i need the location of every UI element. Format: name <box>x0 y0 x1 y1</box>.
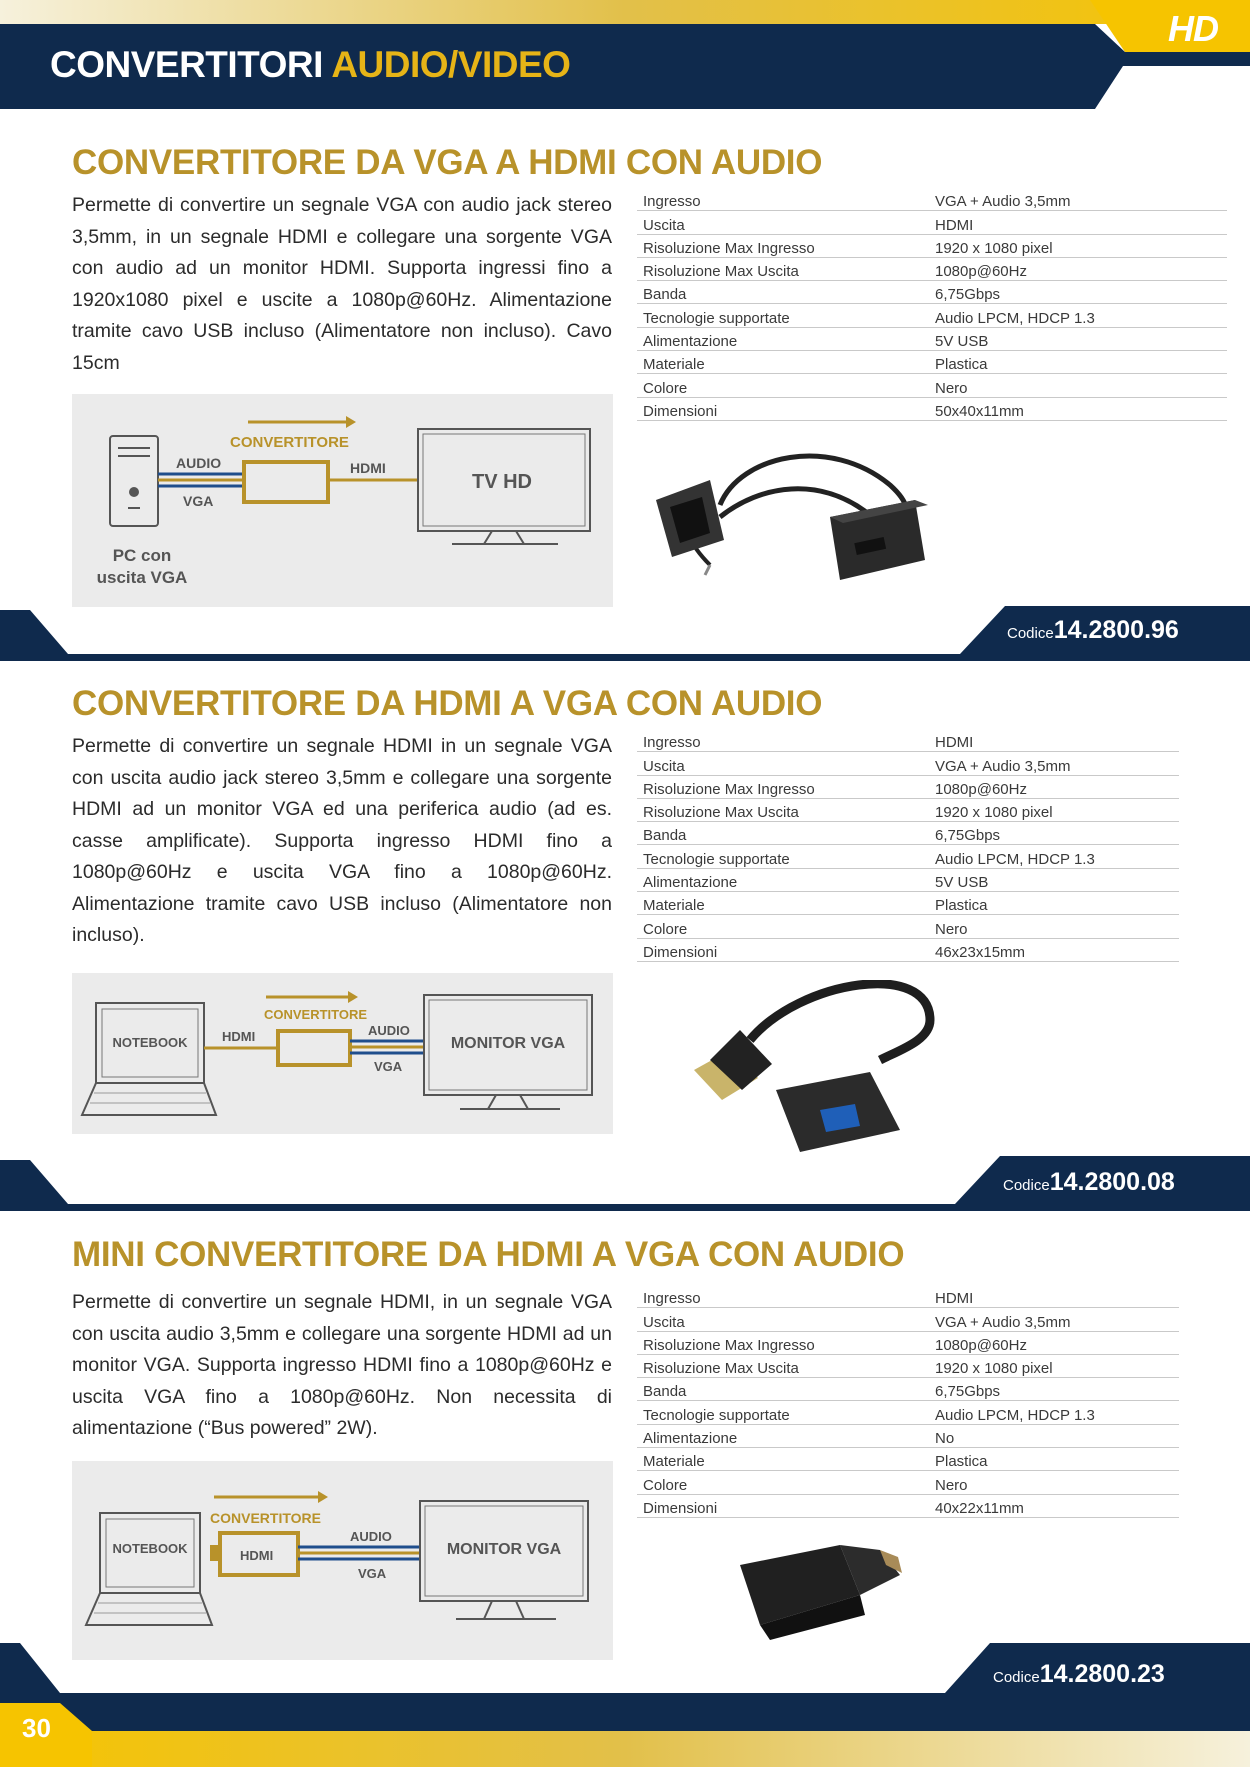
spec-label: Materiale <box>637 1448 929 1471</box>
code-number: 14.2800.96 <box>1053 616 1179 644</box>
spec-row <box>637 1331 1179 1354</box>
spec-value: Audio LPCM, HDCP 1.3 <box>929 304 1227 327</box>
label-vga: VGA <box>183 493 214 509</box>
spec-value: 5V USB <box>929 327 1227 350</box>
label-source-2: uscita VGA <box>96 568 188 587</box>
spec-row <box>637 822 1179 845</box>
spec-label: Banda <box>637 1378 929 1401</box>
spec-label: Risoluzione Max Uscita <box>637 257 929 280</box>
spec-label: Risoluzione Max Uscita <box>637 798 929 821</box>
spec-label: Uscita <box>637 1308 929 1331</box>
spec-label: Tecnologie supportate <box>637 845 929 868</box>
spec-value: VGA + Audio 3,5mm <box>929 188 1227 211</box>
code-label: Codice <box>1003 1177 1050 1194</box>
spec-value: Plastica <box>929 1448 1179 1471</box>
spec-value: 1920 x 1080 pixel <box>929 798 1179 821</box>
spec-label: Alimentazione <box>637 327 929 350</box>
spec-value: Audio LPCM, HDCP 1.3 <box>929 845 1179 868</box>
label-converter: CONVERTITORE <box>264 1007 368 1022</box>
spec-row <box>637 845 1179 868</box>
spec-value: 50x40x11mm <box>929 397 1227 420</box>
spec-label: Alimentazione <box>637 868 929 891</box>
spec-value: Plastica <box>929 351 1227 374</box>
spec-value: Nero <box>929 915 1179 938</box>
spec-table <box>637 188 1227 421</box>
spec-row <box>637 281 1227 304</box>
spec-label: Tecnologie supportate <box>637 304 929 327</box>
spec-label: Dimensioni <box>637 938 929 961</box>
spec-table <box>637 729 1179 962</box>
page-title <box>50 44 570 86</box>
spec-row <box>637 868 1179 891</box>
spec-row <box>637 257 1227 280</box>
label-audio: AUDIO <box>368 1023 410 1038</box>
spec-label: Dimensioni <box>637 1494 929 1517</box>
spec-row <box>637 752 1179 775</box>
spec-row <box>637 1285 1179 1308</box>
notebook-icon <box>82 1003 216 1115</box>
spec-value: 40x22x11mm <box>929 1494 1179 1517</box>
spec-row <box>637 304 1227 327</box>
label-audio: AUDIO <box>350 1529 392 1544</box>
converter-box <box>244 462 328 502</box>
product-description: Permette di convertire un segnale HDMI, in un segnale VGA con uscita audio 3,5mm e collegare una sorgente HDMI ad un monitor VGA. Supporta ingresso HDMI fino a 1080p@60Hz e uscita VGA fino a 1080p@60Hz. Non necessita di alimentazione (“Bus powered” 2W). <box>72 1291 612 1439</box>
code-number: 14.2800.08 <box>1049 1168 1175 1196</box>
spec-row <box>637 1471 1179 1494</box>
spec-row <box>637 775 1179 798</box>
spec-row <box>637 892 1179 915</box>
spec-row <box>637 1401 1179 1424</box>
label-hdmi: HDMI <box>350 460 386 476</box>
spec-value: 6,75Gbps <box>929 281 1227 304</box>
spec-label: Alimentazione <box>637 1424 929 1447</box>
spec-value: 6,75Gbps <box>929 822 1179 845</box>
spec-value: Plastica <box>929 892 1179 915</box>
spec-value: 6,75Gbps <box>929 1378 1179 1401</box>
spec-label: Banda <box>637 822 929 845</box>
title-main: CONVERTITORI <box>50 44 332 85</box>
connection-diagram <box>72 973 613 1134</box>
converter-box <box>278 1031 350 1065</box>
spec-label: Tecnologie supportate <box>637 1401 929 1424</box>
spec-label: Colore <box>637 915 929 938</box>
spec-row <box>637 351 1227 374</box>
monitor-icon <box>420 1501 588 1619</box>
spec-value: VGA + Audio 3,5mm <box>929 752 1179 775</box>
spec-value: VGA + Audio 3,5mm <box>929 1308 1179 1331</box>
spec-label: Risoluzione Max Ingresso <box>637 775 929 798</box>
hd-logo: HD <box>1168 8 1218 49</box>
spec-value: Audio LPCM, HDCP 1.3 <box>929 1401 1179 1424</box>
product-photo <box>650 445 980 605</box>
product-code <box>1007 616 1179 645</box>
label-vga: VGA <box>374 1059 403 1074</box>
product-title: CONVERTITORE DA HDMI A VGA CON AUDIO <box>72 684 823 723</box>
spec-label: Uscita <box>637 752 929 775</box>
label-converter: CONVERTITORE <box>230 434 349 451</box>
label-display: MONITOR VGA <box>446 1541 562 1558</box>
spec-value: No <box>929 1424 1179 1447</box>
label-audio: AUDIO <box>176 455 222 471</box>
product-description: Permette di convertire un segnale VGA con audio jack stereo 3,5mm, in un segnale HDMI e collegare una sorgente VGA con audio ad un monitor HDMI. Supporta ingressi fino a 1920x1080 pixel e uscite a 1080p@60Hz. Alimentazione tramite cavo USB incluso (Alimentatore non incluso). Cavo 15cm <box>72 194 612 374</box>
notebook-icon <box>86 1513 212 1625</box>
code-label: Codice <box>993 1669 1040 1686</box>
spec-value: 1080p@60Hz <box>929 257 1227 280</box>
product-title: MINI CONVERTITORE DA HDMI A VGA CON AUDIO <box>72 1235 905 1274</box>
spec-row <box>637 234 1227 257</box>
pc-tower-icon <box>110 436 158 526</box>
spec-value: Nero <box>929 1471 1179 1494</box>
product-code <box>1003 1168 1175 1197</box>
label-source: NOTEBOOK <box>112 1541 188 1556</box>
code-label: Codice <box>1007 625 1054 642</box>
spec-label: Uscita <box>637 211 929 234</box>
spec-row <box>637 1424 1179 1447</box>
spec-value: 1920 x 1080 pixel <box>929 234 1227 257</box>
spec-row <box>637 327 1227 350</box>
spec-row <box>637 798 1179 821</box>
spec-value: 1080p@60Hz <box>929 1331 1179 1354</box>
spec-table <box>637 1285 1179 1518</box>
spec-row <box>637 1308 1179 1331</box>
spec-label: Risoluzione Max Uscita <box>637 1354 929 1377</box>
spec-label: Risoluzione Max Ingresso <box>637 234 929 257</box>
spec-label: Ingresso <box>637 729 929 752</box>
product-photo <box>730 1535 910 1645</box>
spec-row <box>637 1494 1179 1517</box>
spec-value: 5V USB <box>929 868 1179 891</box>
spec-value: 1080p@60Hz <box>929 775 1179 798</box>
code-number: 14.2800.23 <box>1039 1660 1165 1688</box>
monitor-icon <box>424 995 592 1109</box>
connection-diagram <box>72 1461 613 1660</box>
spec-row <box>637 1448 1179 1471</box>
spec-row <box>637 211 1227 234</box>
spec-row <box>637 1354 1179 1377</box>
spec-row <box>637 729 1179 752</box>
spec-value: 46x23x15mm <box>929 938 1179 961</box>
spec-row <box>637 188 1227 211</box>
product-title: CONVERTITORE DA VGA A HDMI CON AUDIO <box>72 143 823 182</box>
connection-diagram <box>72 394 613 607</box>
spec-label: Risoluzione Max Ingresso <box>637 1331 929 1354</box>
spec-value: Nero <box>929 374 1227 397</box>
spec-value: HDMI <box>929 729 1179 752</box>
label-display: MONITOR VGA <box>450 1035 566 1052</box>
spec-label: Colore <box>637 1471 929 1494</box>
spec-label: Ingresso <box>637 188 929 211</box>
spec-label: Colore <box>637 374 929 397</box>
product-code <box>993 1660 1165 1689</box>
spec-row <box>637 915 1179 938</box>
spec-value: 1920 x 1080 pixel <box>929 1354 1179 1377</box>
spec-label: Ingresso <box>637 1285 929 1308</box>
page-number: 30 <box>22 1713 51 1743</box>
spec-row <box>637 938 1179 961</box>
product-photo <box>680 980 950 1160</box>
spec-label: Materiale <box>637 892 929 915</box>
label-vga: VGA <box>358 1566 387 1581</box>
label-source-1: PC con <box>112 546 172 565</box>
spec-value: HDMI <box>929 211 1227 234</box>
label-display: TV HD <box>472 471 532 493</box>
label-source: NOTEBOOK <box>112 1035 188 1050</box>
label-hdmi: HDMI <box>240 1548 274 1563</box>
spec-label: Materiale <box>637 351 929 374</box>
spec-row <box>637 1378 1179 1401</box>
spec-row <box>637 374 1227 397</box>
spec-label: Banda <box>637 281 929 304</box>
spec-row <box>637 397 1227 420</box>
spec-value: HDMI <box>929 1285 1179 1308</box>
spec-label: Dimensioni <box>637 397 929 420</box>
product-description: Permette di convertire un segnale HDMI in un segnale VGA con uscita audio jack stereo 3,5mm e collegare una sorgente HDMI ad un monitor VGA ed una periferica audio (ad es. casse amplificate). Supporta ingresso HDMI fino a 1080p@60Hz e uscita VGA fino a 1080p@60Hz. Alimentazione tramite cavo USB incluso (Alimentatore non incluso). <box>72 735 612 946</box>
label-hdmi: HDMI <box>222 1029 256 1044</box>
title-accent: AUDIO/VIDEO <box>331 44 571 85</box>
label-converter: CONVERTITORE <box>210 1510 321 1526</box>
